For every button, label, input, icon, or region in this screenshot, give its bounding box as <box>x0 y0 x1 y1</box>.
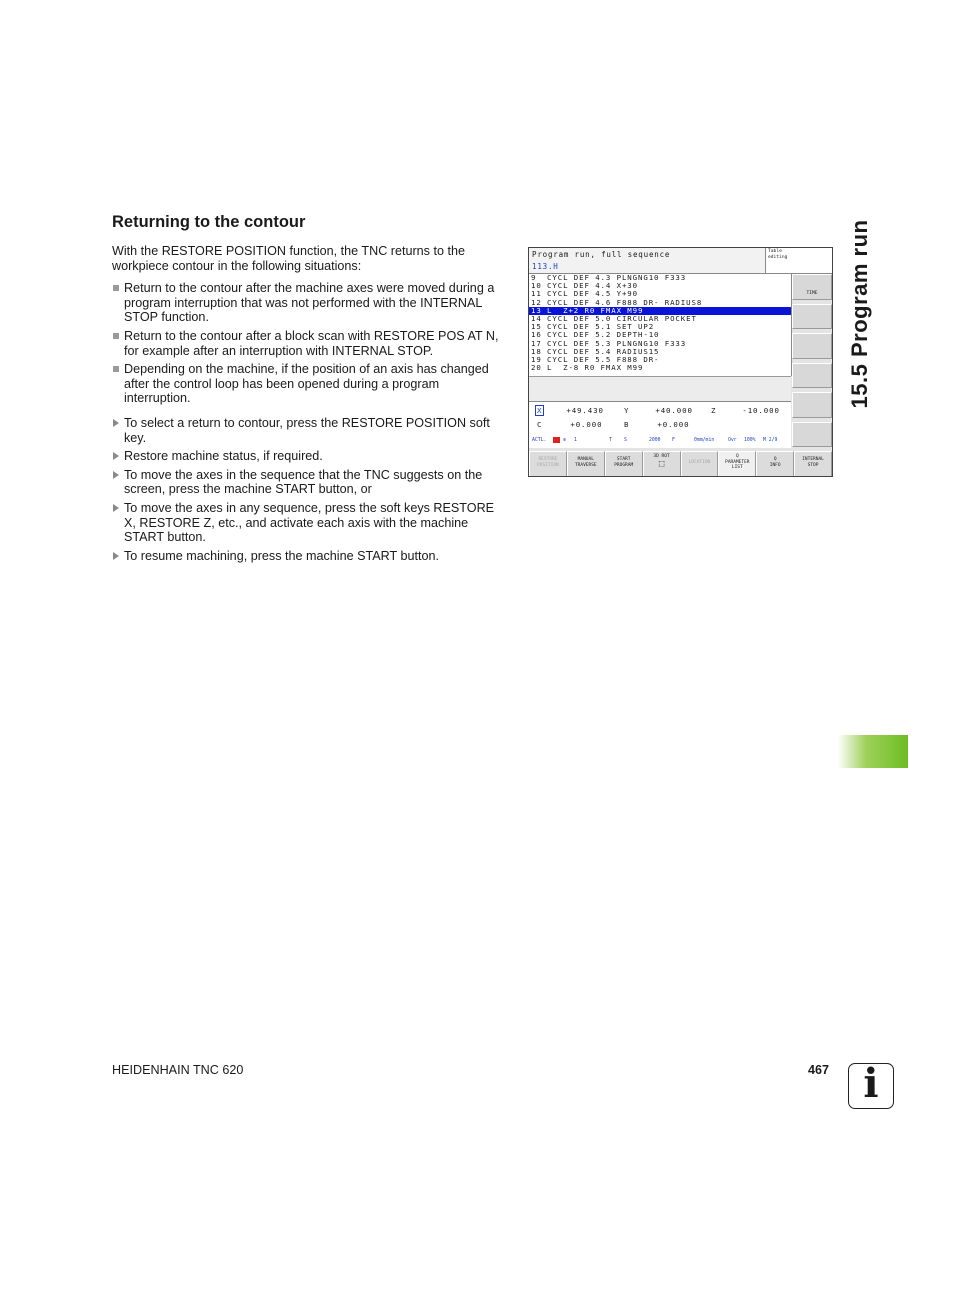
body-text <box>112 244 507 567</box>
mode-label: Table editing <box>768 249 788 260</box>
step-item: To resume machining, press the machine START button. <box>112 549 507 564</box>
program-line: 11 CYCL DEF 4.5 Y+90 <box>531 289 638 299</box>
rotate-plane-icon: ⬚ <box>658 459 665 469</box>
horizontal-softkeys <box>529 451 832 476</box>
axis-value: +0.000 <box>657 420 690 429</box>
axis-value: +49.430 <box>566 406 604 415</box>
info-icon: i <box>848 1063 894 1109</box>
bullet-item: Depending on the machine, if the position of an axis has changed after the control loop has been opened during a program interruption. <box>112 362 507 406</box>
program-line: 9 CYCL DEF 4.3 PLNGNG10 F333 <box>531 273 687 282</box>
step-item: To move the axes in the sequence that the TNC suggests on the screen, press the machine START button, or <box>112 468 507 497</box>
section-heading: Returning to the contour <box>112 213 306 231</box>
softkey-blank[interactable] <box>792 422 832 448</box>
status-tool: 1 <box>574 438 577 443</box>
blank-area <box>529 376 791 401</box>
program-file: 113.H <box>532 262 559 271</box>
softkey-q-parameter-list[interactable]: Q PARAMETER LIST <box>718 451 756 477</box>
program-line: 16 CYCL DEF 5.2 DEPTH-10 <box>531 330 660 340</box>
axis-label: C <box>537 420 543 429</box>
softkey-blank[interactable] <box>792 363 832 389</box>
step-list <box>112 416 507 563</box>
axis-value: +0.000 <box>570 420 603 429</box>
axis-label: Z <box>711 406 717 415</box>
bullet-item: Return to the contour after the machine axes were moved during a program interruption that was not performed with the INTERNAL STOP function. <box>112 281 507 325</box>
status-line <box>529 436 791 447</box>
softkey-blank[interactable] <box>792 392 832 418</box>
softkey-3d-rot[interactable]: 3D ROT ⬚ <box>643 451 681 477</box>
screen-header <box>529 248 765 274</box>
axis-label: X <box>537 406 543 415</box>
status-m: M 2/9 <box>763 438 778 443</box>
axis-value: -10.000 <box>742 406 780 415</box>
status-ovr: Ovr <box>728 438 737 443</box>
screen-title: Program run, full sequence <box>532 250 671 259</box>
softkey-restore-position[interactable]: RESTORE POSITION <box>529 451 567 477</box>
vertical-softkeys <box>792 274 832 447</box>
footer-product: HEIDENHAIN TNC 620 <box>112 1063 244 1077</box>
bullet-list <box>112 281 507 406</box>
program-listing <box>529 274 792 376</box>
axis-label: Y <box>624 406 630 415</box>
status-feed: 0mm/min <box>694 438 715 443</box>
step-item: To move the axes in any sequence, press the soft keys RESTORE X, RESTORE Z, etc., and activate each axis with the machine START button. <box>112 501 507 545</box>
step-item: Restore machine status, if required. <box>112 449 507 464</box>
program-line: 19 CYCL DEF 5.5 F888 DR- <box>531 354 660 364</box>
status-f: F <box>672 438 675 443</box>
status-indicator-icon: ⊕ <box>563 438 566 443</box>
program-line: 14 CYCL DEF 5.0 CIRCULAR POCKET <box>531 313 697 323</box>
status-s: S <box>624 438 627 443</box>
program-line: 12 CYCL DEF 4.6 F888 DR- RADIUS8 <box>531 297 703 307</box>
softkey-blank[interactable] <box>792 304 832 330</box>
softkey-q-info[interactable]: Q INFO <box>756 451 794 477</box>
tnc-screenshot <box>528 247 833 477</box>
status-spindle: 2000 <box>649 438 661 443</box>
softkey-manual-traverse[interactable]: MANUAL TRAVERSE <box>567 451 605 477</box>
program-line: 18 CYCL DEF 5.4 RADIUS15 <box>531 346 660 356</box>
intro-paragraph: With the RESTORE POSITION function, the TNC returns to the workpiece contour in the following situations: <box>112 244 465 273</box>
axis-label: B <box>624 420 630 429</box>
status-t: T <box>609 438 612 443</box>
softkey-blank[interactable] <box>792 333 832 359</box>
mode-softkey[interactable] <box>765 248 833 274</box>
page-number: 467 <box>808 1063 830 1077</box>
softkey-start-program[interactable]: START PROGRAM <box>605 451 643 477</box>
section-tab-label: 15.5 Program run <box>847 219 872 409</box>
step-item: To select a return to contour, press the RESTORE POSITION soft key. <box>112 416 507 445</box>
chapter-marker <box>838 735 908 768</box>
status-mode: ACTL. <box>532 438 547 443</box>
status-indicator-icon <box>553 437 560 443</box>
axis-value: +40.000 <box>655 406 693 415</box>
program-line: 10 CYCL DEF 4.4 X+30 <box>531 281 638 291</box>
section-tab <box>838 216 882 412</box>
program-line: 15 CYCL DEF 5.1 SET UP2 <box>531 322 655 332</box>
softkey-internal-stop[interactable]: INTERNAL STOP <box>794 451 832 477</box>
program-line: 13 L Z+2 R0 FMAX M99 <box>529 307 791 315</box>
program-line: 17 CYCL DEF 5.3 PLNGNG10 F333 <box>531 338 687 348</box>
program-line: 20 L Z-8 R0 FMAX M99 <box>531 363 644 373</box>
bullet-item: Return to the contour after a block scan with RESTORE POS AT N, for example after an interruption with INTERNAL STOP. <box>112 329 507 358</box>
softkey-location[interactable]: LOCATION <box>681 451 719 477</box>
status-ovr-value: 100% <box>744 438 756 443</box>
softkey-time[interactable]: TIME <box>792 274 832 300</box>
